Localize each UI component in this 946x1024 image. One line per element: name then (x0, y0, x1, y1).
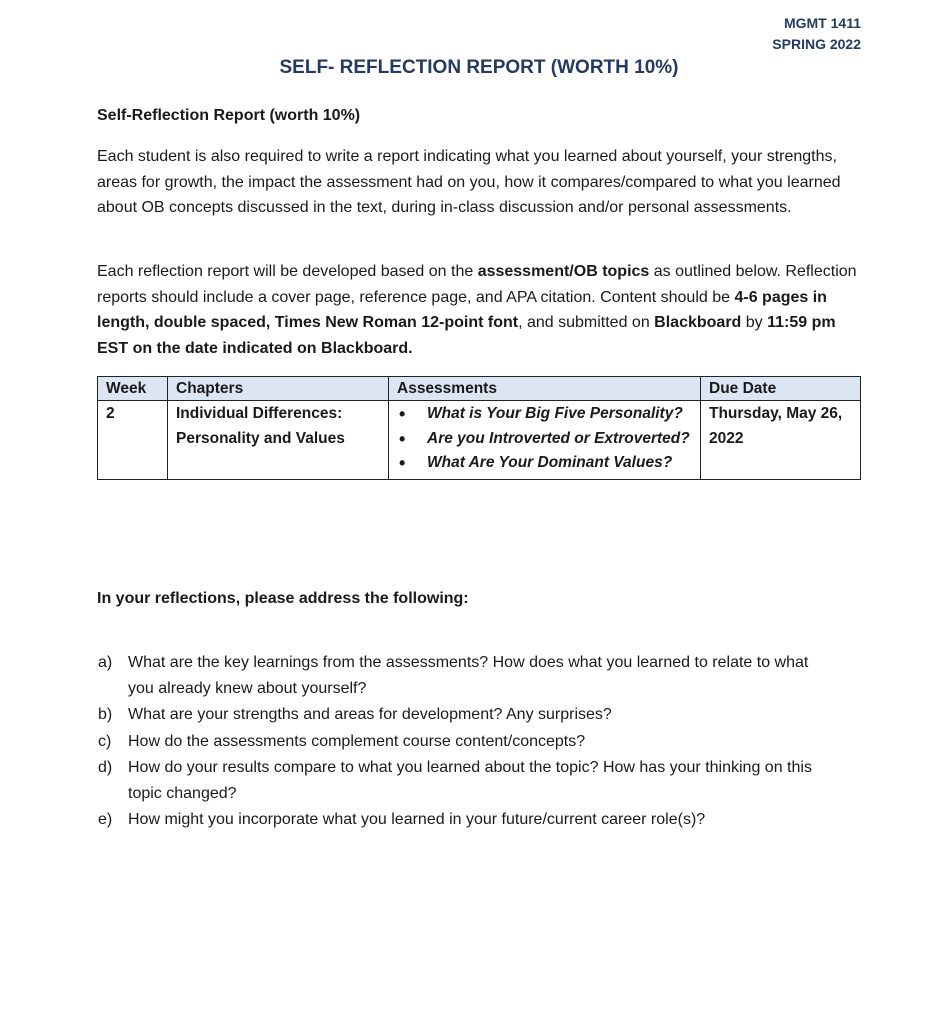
cell-assessments (389, 401, 701, 480)
requirements-bold-format: 4-6 pages in length, double spaced, Times New Roman 12-point font (97, 288, 827, 331)
assessment-item: • What Are Your Dominant Values? (397, 451, 692, 476)
intro-paragraph: Each student is also required to write a report indicating what you learned about yourself, your strengths, areas for growth, the impact the assessment had on you, how it compares/compared to what you learned about OB concepts discussed in the text, during in-class discussion and/or personal assessments. (97, 148, 841, 216)
requirements-bold-topics: assessment/OB topics (477, 263, 650, 280)
course-info (772, 13, 861, 55)
question-text: How do your results compare to what you learned about the topic? How has your thinking on this topic changed? (128, 759, 812, 802)
list-item (97, 702, 837, 728)
list-item (97, 729, 837, 755)
question-list (97, 650, 837, 834)
requirements-text-3: , and submitted on (518, 314, 655, 331)
table-row (98, 401, 861, 480)
section-heading: Self-Reflection Report (worth 10%) (97, 107, 361, 124)
requirements-paragraph (97, 259, 867, 361)
header-week: Week (98, 377, 168, 401)
requirements-bold-blackboard: Blackboard (654, 314, 742, 331)
course-code: MGMT 1411 (783, 15, 861, 31)
table-header-row (98, 377, 861, 401)
question-letter: e) (98, 811, 113, 828)
cell-chapters (168, 401, 389, 480)
header-due-date: Due Date (701, 377, 861, 401)
list-item (97, 807, 837, 833)
list-item (97, 650, 837, 701)
question-text: How might you incorporate what you learned in your future/current career role(s)? (128, 811, 706, 828)
requirements-text-1: Each reflection report will be developed based on the (97, 263, 478, 280)
question-letter: c) (98, 732, 112, 750)
question-letter: a) (98, 654, 113, 671)
assessment-item: • Are you Introverted or Extroverted? (397, 427, 692, 452)
question-text: What are the key learnings from the assessments? How does what you learned to relate to what you already knew about yourself? (128, 654, 809, 697)
chapter-line-1: Individual Differences: (176, 405, 343, 422)
question-text: What are your strengths and areas for development? Any surprises? (128, 706, 612, 723)
assessment-table (97, 376, 861, 480)
reflection-heading: In your reflections, please address the following: (97, 590, 469, 607)
page-title: SELF- REFLECTION REPORT (WORTH 10%) (279, 57, 679, 78)
requirements-bold-deadline: 11:59 pm EST on the date indicated on Blackboard. (97, 314, 836, 357)
cell-due-date: Thursday, May 26, 2022 (701, 401, 861, 480)
question-letter: d) (98, 759, 113, 776)
requirements-text-4: by (741, 314, 768, 331)
list-item (97, 755, 837, 806)
question-letter: b) (98, 706, 113, 723)
header-chapters: Chapters (168, 377, 389, 401)
course-term: SPRING 2022 (772, 36, 861, 52)
chapter-line-2: Personality and Values (176, 429, 345, 447)
cell-week: 2 (98, 401, 168, 480)
assessment-item: • What is Your Big Five Personality? (397, 402, 692, 427)
question-text: How do the assessments complement course content/concepts? (128, 732, 586, 750)
requirements-text-2: as outlined below. Reflection reports should include a cover page, reference page, and APA citation. Content should be (97, 263, 857, 306)
header-assessments: Assessments (389, 377, 701, 401)
assessment-list (397, 402, 692, 476)
